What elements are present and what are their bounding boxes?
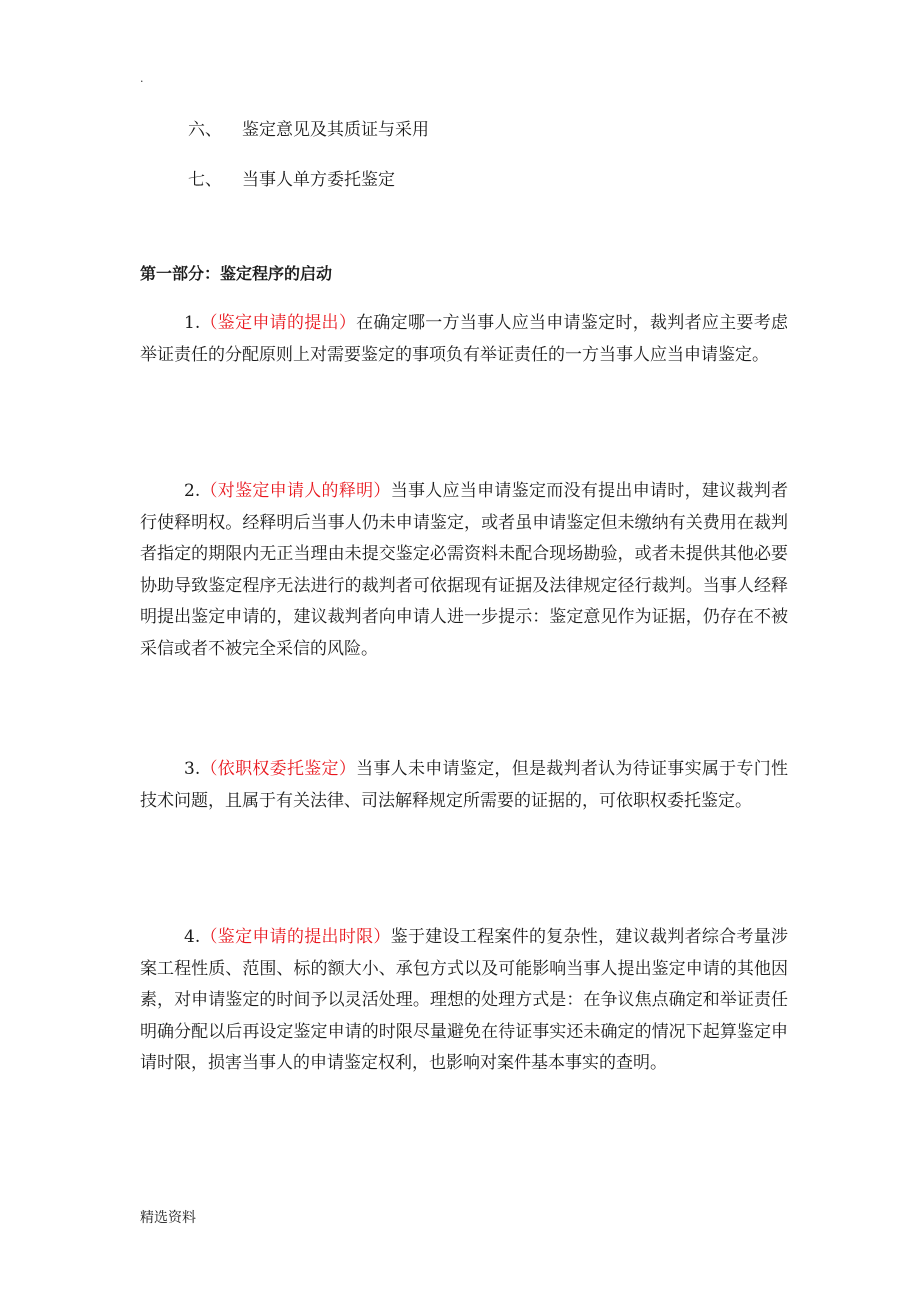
toc-item-text: 当事人单方委托鉴定 xyxy=(242,170,395,190)
paragraph-number: 1. xyxy=(184,313,201,333)
paragraph-body: 在确定哪一方当事人应当申请鉴定时，裁判者应主要考虑举证责任的分配原则上对需要鉴定的事项负有举证责任的一方当事人应当申请鉴定。 xyxy=(140,313,789,365)
toc-item-6 xyxy=(188,118,429,142)
paragraph-2 xyxy=(140,476,788,666)
paragraph-number: 3. xyxy=(184,759,201,779)
paragraph-title: （依职权委托鉴定） xyxy=(200,759,357,779)
section-heading: 第一部分：鉴定程序的启动 xyxy=(140,264,333,283)
paragraph-4 xyxy=(140,922,788,1080)
paragraph-body: 当事人未申请鉴定，但是裁判者认为待证事实属于专门性技术问题，且属于有关法律、司法解释规定所需要的证据的，可依职权委托鉴定。 xyxy=(140,759,789,811)
paragraph-body: 鉴于建设工程案件的复杂性，建议裁判者综合考量涉案工程性质、范围、标的额大小、承包方式以及可能影响当事人提出鉴定申请的其他因素，对申请鉴定的时间予以灵活处理。理想的处理方式是：在争议焦点确定和举证责任明确分配以后再设定鉴定申请的时限尽量避免在待证事实还未确定的情况下起算鉴定申请时限，损害当事人的申请鉴定权利，也影响对案件基本事实的查明。 xyxy=(140,927,789,1074)
toc-item-number: 六、 xyxy=(188,120,222,140)
paragraph-number: 2. xyxy=(184,481,201,501)
toc-item-text: 鉴定意见及其质证与采用 xyxy=(242,120,429,140)
toc-item-7 xyxy=(188,168,395,192)
paragraph-number: 4. xyxy=(184,927,201,947)
paragraph-title: （鉴定申请的提出时限） xyxy=(200,927,391,947)
paragraph-body: 当事人应当申请鉴定而没有提出申请时，建议裁判者行使释明权。经释明后当事人仍未申请鉴定，或者虽申请鉴定但未缴纳有关费用在裁判者指定的期限内无正当理由未提交鉴定必需资料未配合现场勘验，或者未提供其他必要协助导致鉴定程序无法进行的裁判者可依据现有证据及法律规定径行裁判。当事人经释明提出鉴定申请的，建议裁判者向申请人进一步提示：鉴定意见作为证据，仍存在不被采信或者不被完全采信的风险。 xyxy=(140,481,789,659)
paragraph-1 xyxy=(140,308,788,371)
paragraph-title: （对鉴定申请人的释明） xyxy=(200,481,391,501)
corner-mark: . xyxy=(140,72,144,85)
page-footer: 精选资料 xyxy=(140,1210,196,1226)
paragraph-3 xyxy=(140,754,788,817)
paragraph-title: （鉴定申请的提出） xyxy=(200,313,357,333)
toc-item-number: 七、 xyxy=(188,170,222,190)
